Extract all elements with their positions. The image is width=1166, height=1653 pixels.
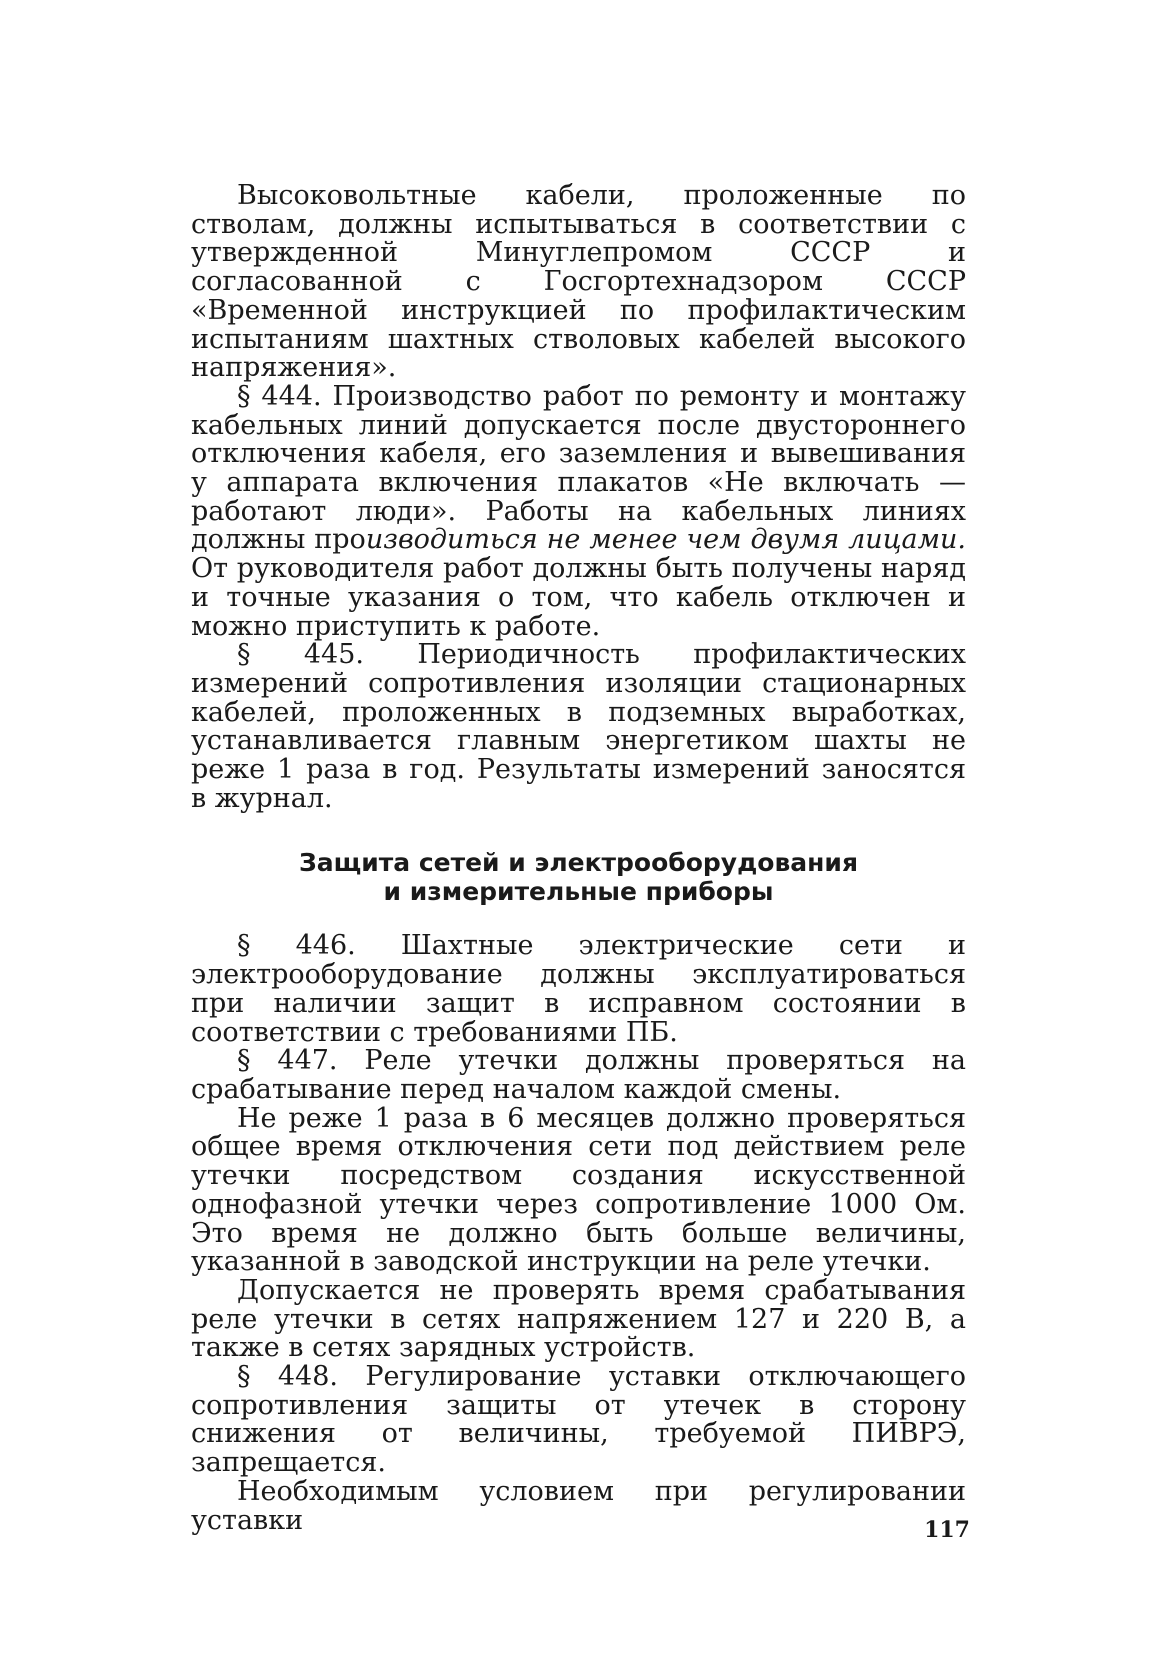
- paragraph-high-voltage-cables: Высоковольтные кабели, проложенные по стволам, должны испытываться в соответствии с утвержденной Минуглепромом СССР и согласованной с Госгортехнадзором СССР «Временной инструкцией по профилактическим испытаниям шахтных стволовых кабелей высокого напряжения».: [191, 180, 966, 384]
- paragraph-444: [191, 380, 966, 642]
- paragraph-444-italic: изводиться не менее чем двумя лицами.: [365, 524, 966, 556]
- paragraph-447: § 447. Реле утечки должны проверяться на срабатывание перед началом каждой смены.: [191, 1045, 966, 1105]
- section-heading: [191, 848, 966, 906]
- section-heading-line-2: и измерительные приборы: [383, 877, 774, 907]
- paragraph-446: § 446. Шахтные электрические сети и электрооборудование должны эксплуатироваться при наличии защит в исправном состоянии в соответствии с требованиями ПБ.: [191, 930, 966, 1048]
- paragraph-444-text-end: От руководителя работ должны быть получены наряд и точные указания о том, что кабель отключен и можно приступить к работе.: [191, 553, 966, 642]
- paragraph-445: § 445. Периодичность профилактических измерений сопротивления изоляции стационарных кабелей, проложенных в подземных выработках, устанавливается главным энергетиком шахты не реже 1 раза в год. Результаты измерений заносятся в журнал.: [191, 639, 966, 814]
- paragraph-setting-condition: Необходимым условием при регулировании уставки: [191, 1475, 966, 1536]
- paragraph-448: § 448. Регулирование уставки отключающего сопротивления защиты от утечек в сторону снижения от величины, требуемой ПИВРЭ, запрещается.: [191, 1361, 966, 1479]
- paragraph-leakage-check: Не реже 1 раза в 6 месяцев должно проверяться общее время отключения сети под действием реле утечки посредством создания искусственной однофазной утечки через сопротивление 1000 Ом. Это время не должно быть больше величины, указанной в заводской инструкции на реле утечки.: [191, 1102, 966, 1278]
- page-number: 117: [924, 1517, 970, 1543]
- document-page: [191, 182, 966, 1535]
- section-heading-line-1: Защита сетей и электрооборудования: [298, 848, 859, 878]
- paragraph-444-text: § 444. Производство работ по ремонту и монтажу кабельных линий допускается после двустороннего отключения кабеля, его заземления и вывешивания у аппарата включения плакатов «Не включать — работают люди». Работы на кабельных линиях должны про: [191, 380, 966, 556]
- paragraph-leakage-exception: Допускается не проверять время срабатывания реле утечки в сетях напряжением 127 и 220 В, а также в сетях зарядных устройств.: [191, 1274, 966, 1364]
